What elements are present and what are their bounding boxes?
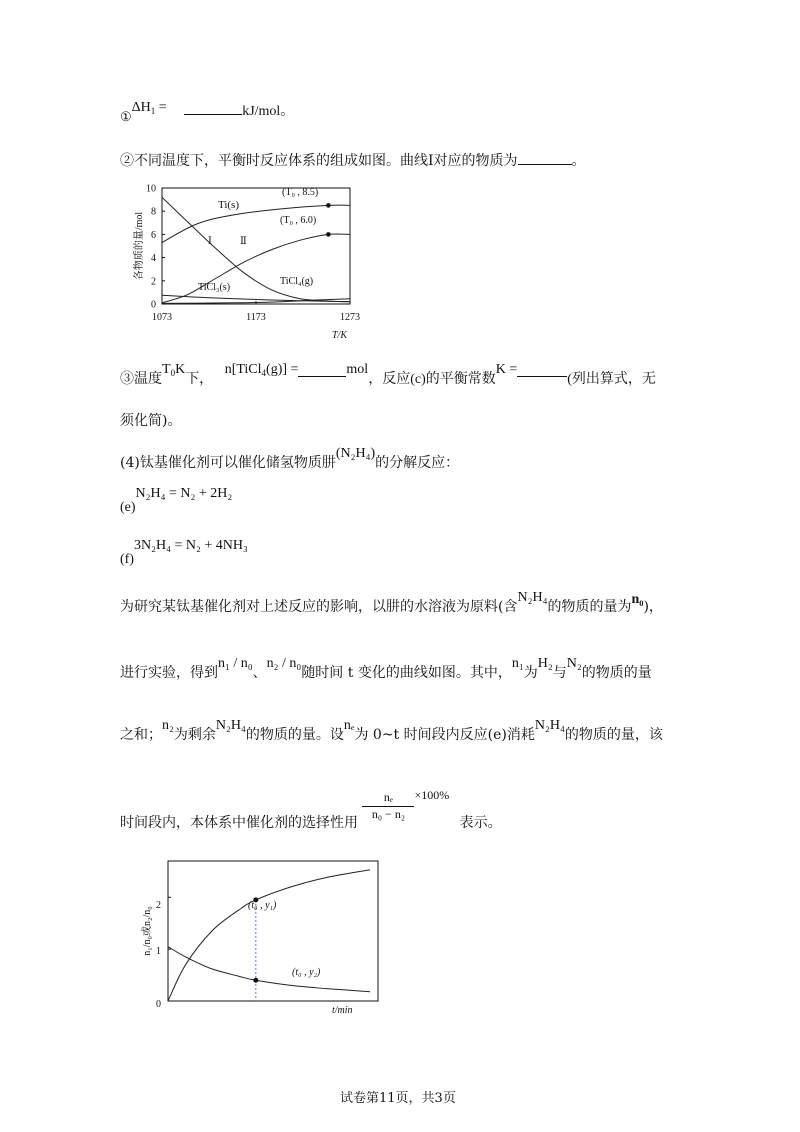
q4-para4-b: 表示。 — [459, 815, 502, 831]
q4-para1-formula: N₂H₄ — [517, 590, 548, 605]
q4-para3-b: 为剩余 — [173, 727, 216, 743]
q3-line2 — [120, 410, 181, 430]
q4-para4 — [120, 790, 502, 834]
fraction-denominator: n₀ − n₂ — [371, 807, 406, 821]
reaction-e — [120, 486, 233, 515]
q2-text: ②不同温度下，平衡时反应体系的组成如图。曲线Ⅰ对应的物质为 — [120, 153, 518, 169]
chart2-ytick-0: 0 — [156, 999, 161, 1010]
q4-para2-n2: N₂ — [566, 656, 582, 671]
reaction-f-formula: 3N₂H₄ = N₂ + 4NH₃ — [134, 538, 248, 553]
q3-p5: 须化简)。 — [120, 413, 182, 429]
chart1-series-line-2 — [162, 234, 350, 303]
reaction-f — [120, 538, 248, 567]
q4-para3-n2: n₂ — [162, 718, 174, 733]
q4-para2-h2: H₂ — [537, 656, 553, 671]
chart-ratio-vs-time — [130, 855, 390, 1025]
q4-para2-c: 为 — [523, 665, 538, 681]
q3-p1: ③温度 — [120, 372, 162, 387]
q3-n-expr: n[TiCl — [224, 362, 262, 377]
chart1-ytick-label: 10 — [146, 183, 156, 195]
page-footer: 试卷第11页，共3页 — [340, 1091, 456, 1106]
chart2-annotation-1: (t₀ , y₁) — [248, 900, 277, 911]
selectivity-fraction — [362, 790, 414, 822]
q1-marker: ① — [120, 109, 132, 124]
q1-sub: 1 — [150, 106, 156, 116]
fraction-multiplier: ×100% — [414, 788, 450, 802]
q4-intro-formula: (N₂H₄) — [335, 446, 376, 461]
q4-para2-b: 随时间 t 变化的曲线如图。其中， — [301, 665, 512, 681]
q3-K: K = — [495, 362, 518, 377]
q3-n-sub: 4 — [261, 368, 267, 378]
chart1-label-ti: Ti(s) — [218, 199, 239, 211]
reaction-f-label: (f) — [120, 552, 134, 567]
fraction-numerator: nₑ — [383, 790, 393, 804]
q4-para3-c: 的物质的量。设 — [245, 727, 344, 743]
chart1-label-I: Ⅰ — [208, 236, 212, 247]
q4-para2-a: 进行实验，得到 — [120, 665, 218, 681]
q2-line — [120, 150, 586, 170]
q4-para2-sep: 、 — [252, 665, 267, 681]
chart2-series-line-0 — [168, 870, 370, 1001]
chart1-ytick-label: 6 — [151, 229, 156, 241]
reaction-e-label: (e) — [120, 500, 136, 515]
q4-para3-ne: nₑ — [343, 718, 355, 733]
chart2-ytick-1: 1 — [156, 946, 161, 957]
chart1-series-line-3 — [162, 295, 350, 301]
chart2-xlabel: t/min — [332, 1005, 353, 1016]
q4-para4-a: 时间段内，本体系中催化剂的选择性用 — [120, 815, 358, 831]
q4-intro — [120, 446, 460, 471]
chart1-annotation-point-1 — [326, 232, 331, 237]
q4-intro-b: 的分解反应： — [375, 455, 460, 471]
chart1-annotation-1: (T₀ , 8.5) — [282, 187, 319, 198]
q3-temp-unit: K — [175, 362, 186, 377]
q4-para1 — [120, 590, 663, 616]
q2-end: 。 — [571, 153, 586, 169]
chart1-label-II: Ⅱ — [240, 236, 247, 247]
chart2-series-line-1 — [168, 947, 370, 992]
q4-para3-d: 为 0~t 时间段内反应(e)消耗 — [354, 727, 535, 743]
chart1-annotation-point-0 — [326, 203, 331, 208]
chart1-ylabel: 各物质的量/mol — [134, 211, 145, 281]
chart1-xtick-label: 1073 — [152, 312, 172, 323]
q3-p4: (列出算式，无 — [567, 372, 656, 387]
q4-para3-a: 之和； — [120, 727, 162, 743]
q3-temp-sub: 0 — [170, 368, 176, 378]
chart1-ytick-label: 2 — [151, 276, 156, 288]
q4-para2-ratio1: n₁ / n₀ — [218, 656, 253, 671]
q1-unit: kJ/mol。 — [242, 104, 295, 119]
q3-amount-blank[interactable] — [298, 364, 346, 377]
q4-intro-a: (4)钛基催化剂可以催化储氢物质肼 — [120, 455, 336, 471]
q4-para3-formula: N₂H₄ — [215, 718, 246, 733]
chart1-label-ticl4: TiCl₄(g) — [280, 276, 314, 287]
q4-para2-d: 与 — [552, 665, 567, 681]
q4-para1-a: 为研究某钛基催化剂对上述反应的影响，以肼的水溶液为原料(含 — [120, 599, 518, 615]
q1-answer-blank[interactable] — [184, 102, 242, 115]
q3-temp: T — [162, 362, 171, 377]
q4-para1-n0: n₀ — [631, 592, 644, 607]
q4-para3-formula2: N₂H₄ — [534, 718, 565, 733]
q1-line — [120, 100, 295, 124]
chart1-xtick-label: 1173 — [246, 312, 266, 323]
chart2-point-y2 — [253, 978, 258, 983]
chart2-annotation-2: (t₀ , y₂) — [292, 967, 321, 978]
q3-n-tail: (g)] = — [266, 362, 299, 377]
q4-para3-e: 的物质的量，该 — [564, 727, 663, 743]
chart1-xlabel: T/K — [332, 330, 348, 341]
chart2-ytick-2: 2 — [156, 900, 161, 911]
chart1-series-line-1 — [162, 197, 350, 301]
chart1-xtick-label: 1273 — [340, 312, 360, 323]
chart1-ytick-label: 8 — [151, 206, 156, 218]
q3-p3: ，反应(c)的平衡常数 — [368, 372, 496, 387]
chart1-label-ticl3: TiCl₃(s) — [198, 282, 231, 293]
q3-line — [120, 362, 656, 387]
q3-unit: mol — [346, 362, 369, 377]
q2-answer-blank[interactable] — [518, 152, 572, 165]
reaction-e-formula: N₂H₄ = N₂ + 2H₂ — [135, 486, 233, 501]
chart2-ylabel: n₁/n₀或n₂/n₀ — [142, 906, 153, 956]
q3-K-blank[interactable] — [517, 364, 567, 377]
chart-equilibrium-composition — [120, 180, 370, 350]
q1-symbol: ΔH — [131, 100, 151, 115]
q4-para2-n1: n₁ — [511, 656, 524, 671]
q4-para1-b: 的物质的量为 — [547, 599, 632, 615]
chart2-frame — [168, 861, 378, 1001]
chart1-ytick-label: 4 — [151, 253, 156, 265]
q1-eq: = — [155, 100, 171, 115]
chart1-ytick-label: 0 — [151, 299, 156, 311]
q4-para1-c: )， — [643, 599, 663, 615]
q4-para2-ratio2: n₂ / n₀ — [266, 656, 302, 671]
chart1-annotation-2: (T₀ , 6.0) — [280, 215, 317, 226]
q4-para2 — [120, 656, 652, 682]
q4-para3 — [120, 718, 663, 744]
q3-p2: 下， — [185, 372, 214, 387]
q4-para2-e: 的物质的量 — [581, 665, 652, 681]
